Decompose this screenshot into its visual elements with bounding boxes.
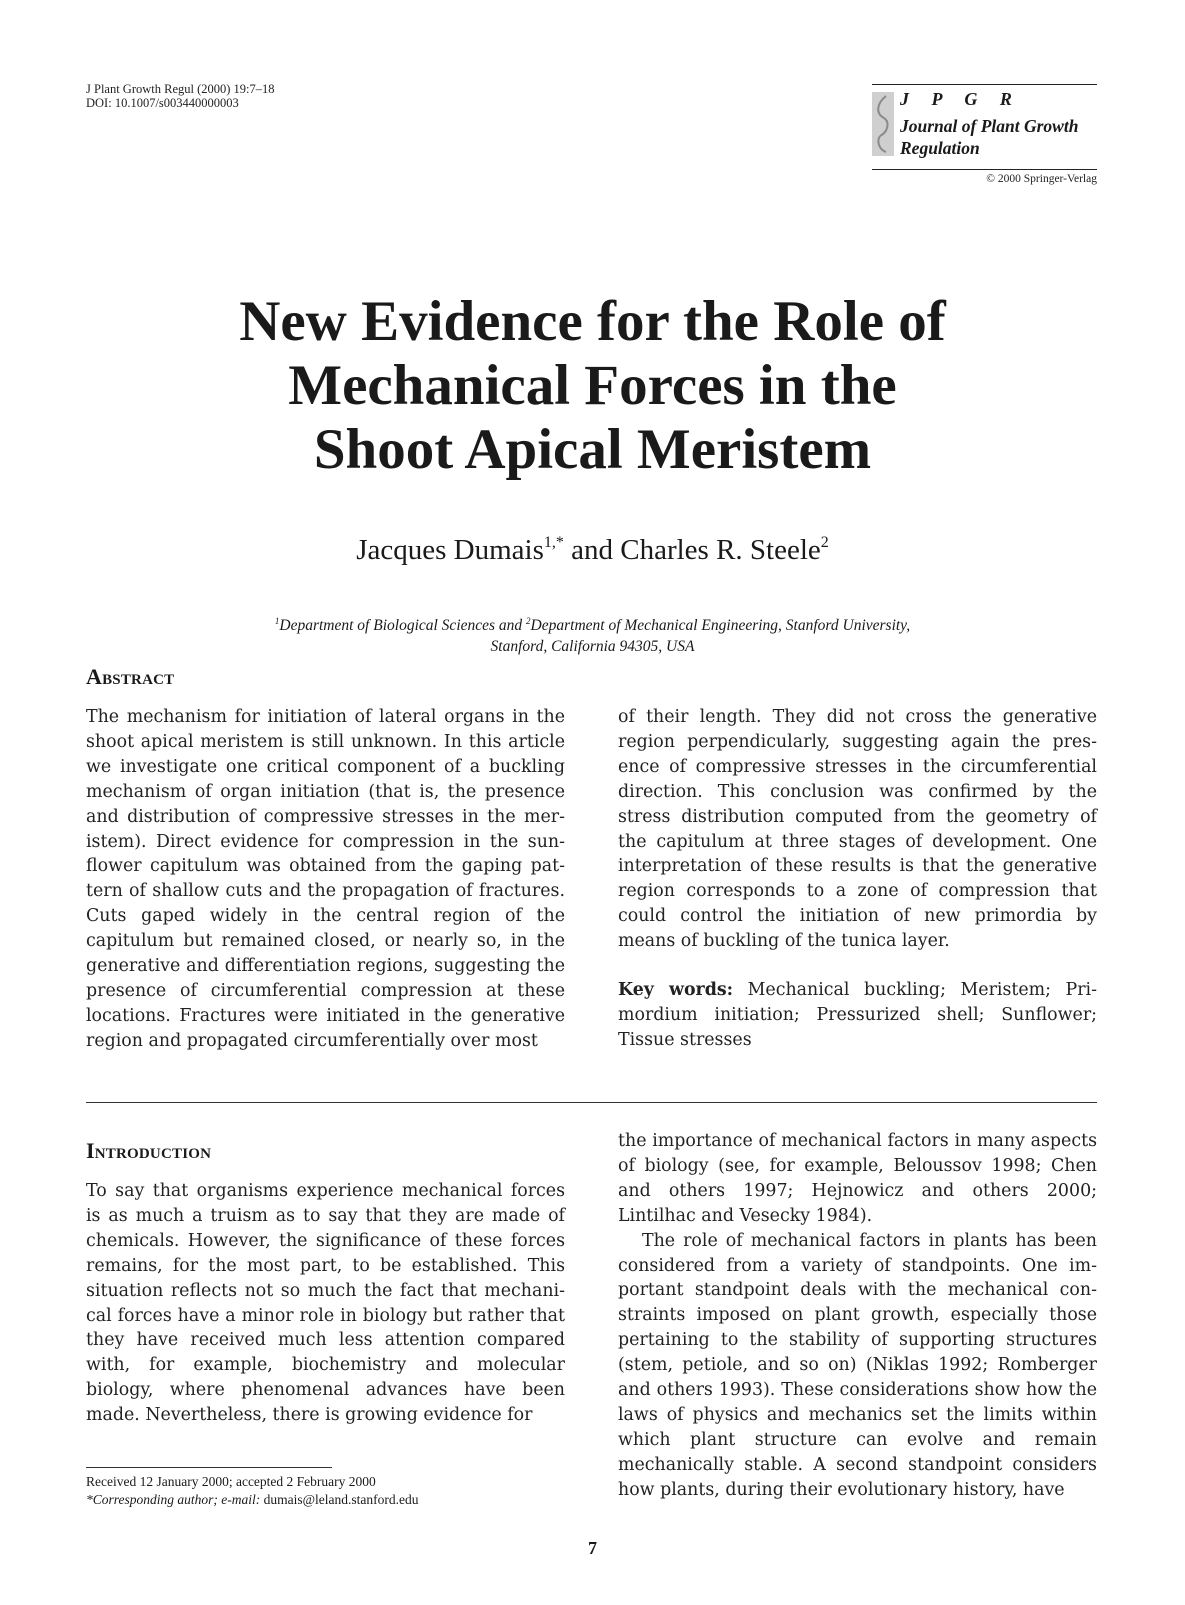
corresponding-label: *Corresponding author; e-mail: bbox=[86, 1492, 261, 1507]
affiliation-mark-1: 1 bbox=[274, 616, 280, 626]
corresponding-email: dumais@leland.stanford.edu bbox=[260, 1492, 419, 1507]
journal-logo-icon bbox=[872, 92, 894, 156]
introduction-heading: Introduction bbox=[86, 1138, 212, 1163]
journal-name-line-2: Regulation bbox=[900, 138, 980, 158]
affiliation-mark-2: 2 bbox=[526, 616, 531, 626]
keywords-label: Key words: bbox=[618, 980, 734, 1001]
doi-line: DOI: 10.1007/s003440000003 bbox=[86, 96, 239, 110]
journal-logo-box bbox=[872, 84, 1097, 170]
abstract-text-left: The mechanism for initiation of lateral organs in the shoot apical meristem is still unknown. In this article we investigate one critical component of a buckling mechanism of organ initiation (that is, the presence and distribution of compressive stresses in the meristem). Direct evidence for compression in the sunflower capitulum was obtained from the gaping pattern of shallow cuts and the propagation of fractures. Cuts gaped widely in the central region of the capitulum but remained closed, or nearly so, in the generative and differentiation regions, suggesting the presence of circumferential compression at these locations. Fractures were initiated in the generative region and propagated circumferentially over most bbox=[86, 707, 565, 1051]
abstract-left-column bbox=[86, 705, 565, 1054]
journal-name-line-1: Journal of Plant Growth bbox=[900, 116, 1079, 136]
author-1: Jacques Dumais bbox=[356, 534, 544, 566]
introduction-paragraph-1: the importance of mechanical factors in many aspects of biology (see, for example, Beloussov 1998; Chen and others 1997; Hejnowicz and others 2000; Lintilhac and Vesecky 1984). bbox=[618, 1131, 1097, 1226]
journal-name bbox=[900, 115, 1100, 159]
introduction-paragraph-2: The role of mechanical factors in plants has been considered from a variety of standpoints. One important standpoint deals with the mechanical constraints imposed on plant growth, especially those pertaining to the stability of supporting structures (stem, petiole, and so on) (Niklas 1992; Romberger and others 1993). These considerations show how the laws of physics and mechanics set the limits within which plant structure can evolve and remain mechanically stable. A second standpoint considers how plants, during their evolutionary history, have bbox=[618, 1230, 1097, 1500]
footnotes bbox=[86, 1473, 419, 1509]
citation-line-1: J Plant Growth Regul (2000) 19:7–18 bbox=[86, 82, 275, 96]
keywords-text: Mechanical buckling; Meristem; Primordium initiation; Pressurized shell; Sunflower; Tissue stresses bbox=[618, 980, 1098, 1050]
authors bbox=[0, 534, 1185, 567]
journal-abbreviation: J P G R bbox=[900, 89, 1021, 109]
copyright: © 2000 Springer-Verlag bbox=[986, 173, 1097, 185]
citation bbox=[86, 82, 275, 110]
title-line-2: Mechanical Forces in the bbox=[288, 354, 897, 417]
keywords bbox=[618, 978, 1097, 1053]
page-number: 7 bbox=[588, 1538, 597, 1558]
received-date: Received 12 January 2000; accepted 2 February 2000 bbox=[86, 1474, 376, 1489]
affiliation-line-2: Stanford, California 94305, USA bbox=[490, 638, 695, 655]
footnote-divider bbox=[86, 1467, 332, 1468]
page-title bbox=[0, 290, 1185, 482]
author-conjunction: and bbox=[563, 534, 621, 566]
corresponding-author bbox=[86, 1491, 419, 1509]
section-divider bbox=[86, 1102, 1097, 1103]
affiliation bbox=[0, 611, 1185, 657]
introduction-right-column bbox=[618, 1129, 1097, 1503]
abstract-right-column bbox=[618, 705, 1097, 1053]
introduction-left-column bbox=[86, 1179, 565, 1428]
introduction-text-left: To say that organisms experience mechanical forces is as much a truism as to say that they are made of chemicals. However, the significance of these forces remains, for the most part, to be established. This situation reflects not so much the fact that mechanical forces have a minor role in biology but rather that they have received much less attention compared with, for example, biochemistry and molecular biology, where phenomenal advances have been made. Nevertheless, there is growing evidence for bbox=[86, 1181, 565, 1426]
author-2-affiliation-mark: 2 bbox=[820, 534, 829, 551]
affiliation-dept-1: Department of Biological Sciences and bbox=[279, 617, 527, 634]
title-line-3: Shoot Apical Meristem bbox=[313, 418, 872, 481]
abstract-heading: Abstract bbox=[86, 664, 175, 689]
author-2: Charles R. Steele bbox=[620, 534, 821, 566]
title-line-1: New Evidence for the Role of bbox=[239, 290, 946, 353]
affiliation-line-1 bbox=[0, 611, 1185, 636]
abstract-text-right: of their length. They did not cross the generative region perpendicularly, suggesting again the presence of compressive stresses in the circumferential direction. This conclusion was confirmed by the stress distribution computed from the geometry of the capitulum at three stages of development. One interpretation of these results is that the generative region corresponds to a zone of compression that could control the initiation of new primordia by means of buckling of the tunica layer. bbox=[618, 707, 1097, 952]
affiliation-dept-2: Department of Mechanical Engineering, Stanford University, bbox=[530, 617, 911, 634]
author-1-affiliation-mark: 1,* bbox=[543, 534, 564, 551]
